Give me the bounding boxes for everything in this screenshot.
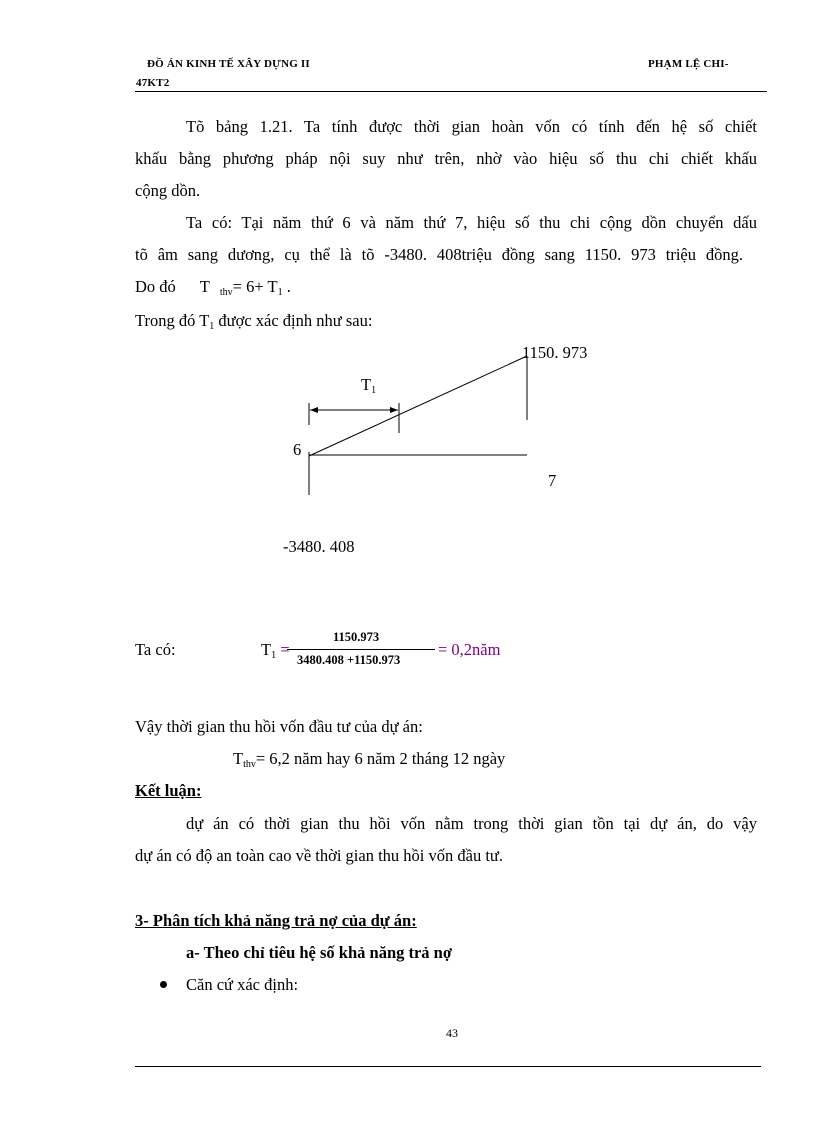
header-left: ĐỒ ÁN KINH TẾ XÂY DỰNG II xyxy=(147,58,310,70)
formula-lhs xyxy=(261,640,290,666)
do-do-end: . xyxy=(282,277,291,296)
formula-eq: = xyxy=(276,640,290,659)
conclusion-heading: Kết luận: xyxy=(135,781,202,800)
diagram-year-end: 7 xyxy=(548,471,557,490)
footer-rule xyxy=(135,1066,761,1067)
do-do-sub: thv xyxy=(219,287,233,298)
formula-result: = 0,2năm xyxy=(438,640,501,659)
formula-lhs-sub: 1 xyxy=(271,650,277,661)
t1-right-arrow xyxy=(390,407,398,413)
para1-line1: Tõ bảng 1.21. Ta tính được thời gian hoàn vốn có tính đến hệ số chiết xyxy=(186,117,757,136)
formula-denominator: 3480.408 +1150.973 xyxy=(297,653,401,667)
summary-sub: thv xyxy=(243,759,256,770)
summary-value: = 6,2 năm hay 6 năm 2 tháng 12 ngày xyxy=(255,749,506,768)
section3-heading: 3- Phân tích khả năng trả nợ của dự án: xyxy=(135,911,417,930)
do-do-sub1: 1 xyxy=(277,287,283,298)
formula-lhs-T: T xyxy=(261,640,272,659)
header-code: 47KT2 xyxy=(136,77,170,89)
do-do-rest: = 6+ T xyxy=(232,277,278,296)
summary-intro: Vậy thời gian thu hồi vốn đầu tư của dự án: xyxy=(135,717,423,736)
do-do-T: T xyxy=(199,277,210,296)
para1-line3: cộng dồn. xyxy=(135,181,201,200)
formula-fraction-bar xyxy=(287,649,435,650)
header-right: PHẠM LỆ CHI- xyxy=(648,58,729,70)
trong-do-sub: 1 xyxy=(209,321,215,332)
diagram-t1-sub: 1 xyxy=(371,385,377,396)
summary-value-line xyxy=(233,749,505,775)
t1-left-arrow xyxy=(310,407,318,413)
trong-do-rest: được xác định như sau: xyxy=(214,311,373,330)
conclusion-line2: dự án có độ an toàn cao về thời gian thu hồi vốn đầu tư. xyxy=(135,846,503,865)
diagram-year-start: 6 xyxy=(293,440,302,459)
formula-intro: Ta có: xyxy=(135,640,176,659)
section3-sub-heading: a- Theo chỉ tiêu hệ số khả năng trả nợ xyxy=(186,943,452,962)
conclusion-line1: dự án có thời gian thu hồi vốn nằm trong thời gian tồn tại dự án, do vậy xyxy=(186,814,757,833)
formula-numerator: 1150.973 xyxy=(333,630,380,644)
diagram-t1-label xyxy=(361,375,376,401)
diagonal-line xyxy=(309,356,527,456)
para1-line2: khấu bằng phương pháp nội suy như trên, nhờ vào hiệu số thu chi chiết khấu xyxy=(135,149,757,168)
diagram-bottom-value: -3480. 408 xyxy=(283,537,355,556)
trong-do-prefix: Trong đó T xyxy=(135,311,210,330)
para2-line1: Ta có: Tại năm thứ 6 và năm thứ 7, hiệu số thu chi cộng dồn chuyển dấu xyxy=(186,213,757,232)
page-number: 43 xyxy=(446,1026,458,1040)
section3-bullet: Căn cứ xác định: xyxy=(186,975,299,994)
diagram-t1-T: T xyxy=(361,375,372,394)
para2-line2: tõ âm sang dương, cụ thể là tõ -3480. 408triệu đồng sang 1150. 973 triệu đồng. xyxy=(135,245,743,264)
diagram-top-value: 1150. 973 xyxy=(522,343,588,362)
bullet-dot xyxy=(160,981,167,988)
do-do-prefix: Do đó xyxy=(135,277,176,296)
summary-T: T xyxy=(233,749,244,768)
